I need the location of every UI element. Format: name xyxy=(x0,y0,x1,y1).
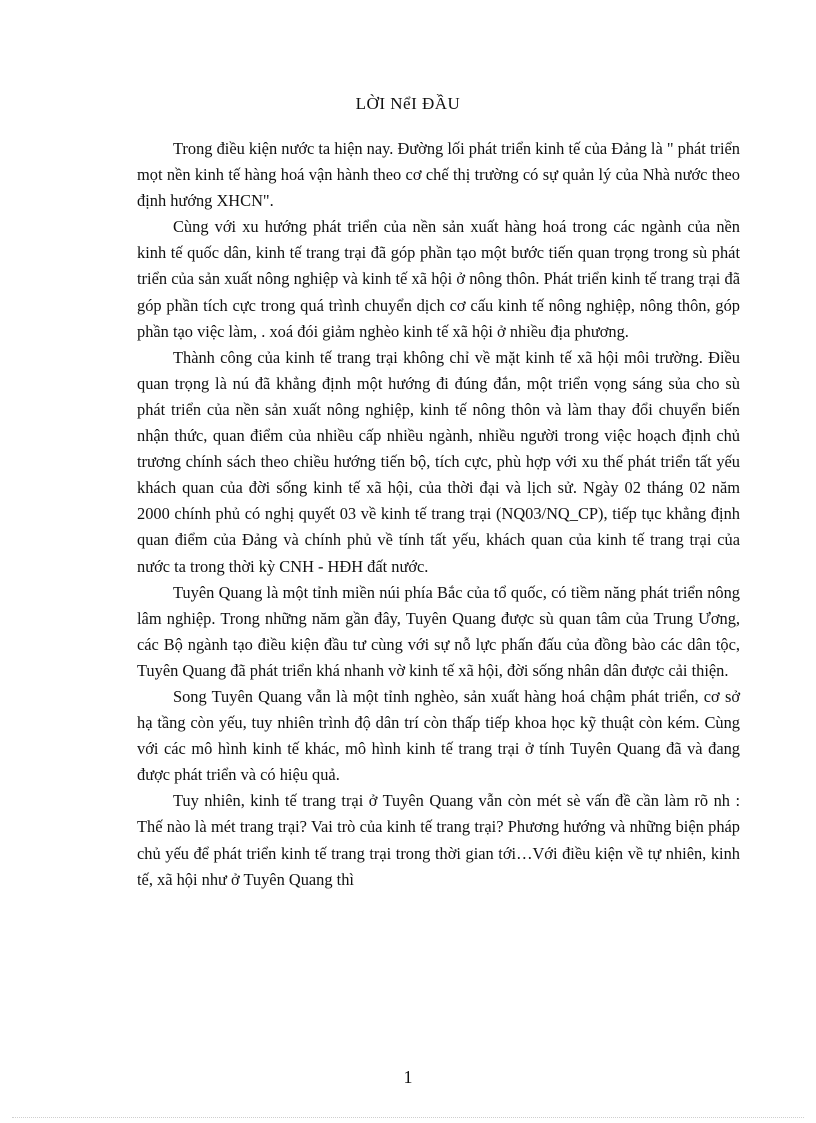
paragraph: Thành công của kinh tế trang trại không chỉ về mặt kinh tế xã hội môi trường. Điều quan trọng là nú đã khẳng định một hướng đi đúng đắn, một triển vọng sáng sủa cho sù phát triển của nền sản xuất nông nghiệp, kinh tế nông thôn và làm thay đổi chuyển biến nhận thức, quan điểm của nhiều cấp nhiều ngành, nhiều người trong việc hoạch định chủ trương chính sách theo chiều hướng tiến bộ, tích cực, phù hợp với xu thế phát triển tất yếu khách quan của đời sống kinh tế xã hội, của thời đại và lịch sử. Ngày 02 tháng 02 năm 2000 chính phủ có nghị quyết 03 về kinh tế trang trại (NQ03/NQ_CP), tiếp tục khẳng định quan điểm của Đảng và chính phủ về tính tất yếu, khách quan của kinh tế trang trại của nước ta trong thời kỳ CNH - HĐH đất nước. xyxy=(137,347,740,576)
footer-divider xyxy=(12,1117,804,1118)
paragraph: Song Tuyên Quang vẫn là một tỉnh nghèo, sản xuất hàng hoá chậm phát triển, cơ sở hạ tầng còn yếu, tuy nhiên trình độ dân trí còn thấp tiếp khoa học kỹ thuật còn kém. Cùng với các mô hình kinh tế khác, mô hình kinh tế trang trại ở tính Tuyên Quang đã và đang được phát triển và có hiệu quả. xyxy=(137,686,740,785)
paragraph: Tuyên Quang là một tỉnh miền núi phía Bắc của tổ quốc, có tiềm năng phát triển nông lâm nghiệp. Trong những năm gần đây, Tuyên Quang được sù quan tâm của Trung Ương, các Bộ ngành tạo điều kiện đầu tư cùng với sự nỗ lực phấn đấu của đồng bào các dân tộc, Tuyên Quang đã phát triển khá nhanh vờ kinh tế xã hội, đời sống nhân dân được cải thiện. xyxy=(137,582,740,680)
body-text xyxy=(137,136,740,893)
paragraph: Tuy nhiên, kinh tế trang trại ở Tuyên Quang vẫn còn mét sè vấn đề cần làm rõ nh : Thế nào là mét trang trại? Vai trò của kinh tế trang trại? Phương hướng và những biện pháp chủ yếu để phát triển kinh tế trang trại trong thời gian tới…Với điều kiện về tự nhiên, kinh tế, xã hội như ở Tuyên Quang thì xyxy=(137,791,740,889)
paragraph: Trong điều kiện nước ta hiện nay. Đường lối phát triển kinh tế của Đảng là " phát triển mọt nền kinh tế hàng hoá vận hành theo cơ chế thị trường có sự quản lý của Nhà nước theo định hướng XHCN". xyxy=(137,139,740,211)
paragraph: Cùng với xu hướng phát triển của nền sản xuất hàng hoá trong các ngành của nền kinh tế quốc dân, kinh tế trang trại đã góp phần tạo một bước tiến quan trọng trong sù phát triển của sản xuất nông nghiệp và kinh tế xã hội ở nông thôn. Phát triển kinh tế trang trại đã góp phần tích cực trong quá trình chuyển dịch cơ cấu kinh tế nông nghiệp, nông thôn, góp phần tạo việc làm, . xoá đói giảm nghèo kinh tế xã hội ở nhiều địa phương. xyxy=(137,217,740,341)
page-title: LỜI NểI ĐẦU xyxy=(355,94,461,113)
page-number: 1 xyxy=(403,1067,413,1087)
